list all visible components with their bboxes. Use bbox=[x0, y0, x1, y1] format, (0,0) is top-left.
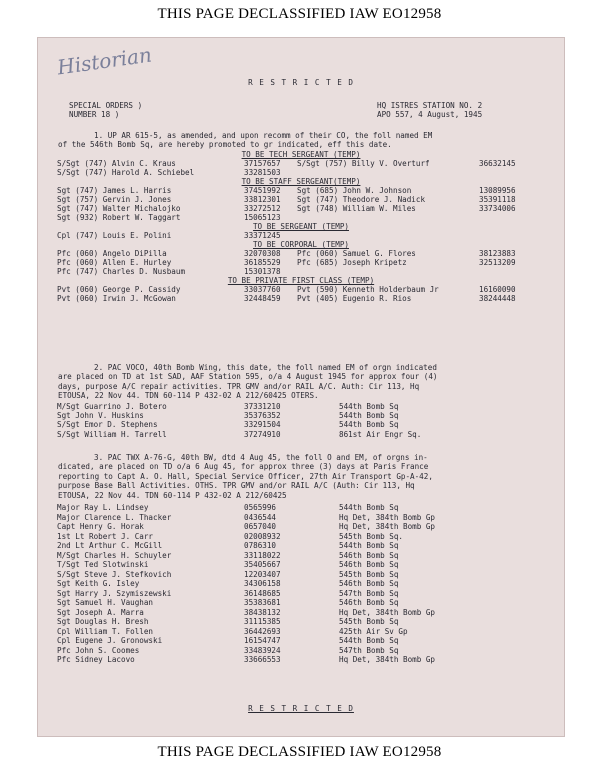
soldier-name: Pvt (405) Eugenio R. Rios bbox=[297, 294, 412, 303]
para2-line: are placed on TD at 1st SAD, AAF Station 595, o/a 4 August 1945 for approx four (4) bbox=[58, 372, 438, 382]
order-number-label: NUMBER 18 ) bbox=[69, 110, 120, 119]
unit-name: Hq Det, 384th Bomb Gp bbox=[339, 607, 436, 617]
serial-number: 33734006 bbox=[479, 204, 516, 213]
soldier-name: Sgt (932) Robert W. Taggart bbox=[57, 213, 181, 222]
section-heading: TO BE TECH SERGEANT (TEMP) bbox=[241, 150, 361, 159]
soldier-name: Sgt Harry J. Szymiszewski bbox=[57, 588, 172, 598]
roster-row bbox=[37, 430, 565, 439]
serial-number: 33371245 bbox=[244, 231, 281, 240]
unit-name: 546th Bomb Sq bbox=[339, 579, 399, 588]
para1-line1: 1. UP AR 615-5, as amended, and upon recomm of their CO, the foll named EM bbox=[94, 131, 433, 140]
soldier-name: S/Sgt (757) Billy V. Overturf bbox=[297, 159, 430, 168]
serial-number: 33272512 bbox=[244, 204, 281, 213]
roster-row bbox=[37, 411, 565, 420]
unit-name: Hq Det, 384th Bomb Gp bbox=[339, 522, 436, 531]
soldier-name: Pfc (747) Charles D. Nusbaum bbox=[57, 267, 186, 276]
handwritten-note: Historian bbox=[55, 42, 154, 80]
soldier-name: Sgt Keith G. Isley bbox=[57, 579, 140, 588]
declassified-banner-top: THIS PAGE DECLASSIFIED IAW EO12958 bbox=[157, 6, 442, 22]
unit-name: 544th Bomb Sq bbox=[339, 402, 399, 411]
unit-name: Hq Det, 384th Bomb Gp bbox=[339, 655, 436, 664]
unit-name: 547th Bomb Sq bbox=[339, 588, 399, 598]
soldier-name: 1st Lt Robert J. Carr bbox=[57, 531, 154, 541]
soldier-name: Cpl Eugene J. Gronowski bbox=[57, 636, 163, 645]
para3-line: 3. PAC TWX A-76-G, 40th BW, dtd 4 Aug 45, the foll O and EM, of orgns in- bbox=[94, 453, 428, 462]
serial-number: 35405667 bbox=[244, 560, 281, 569]
para2-line: ETOUSA, 22 Nov 44. TDN 60-114 P 432-02 A 212/60425 OTERS. bbox=[58, 391, 319, 401]
serial-number: 33281503 bbox=[244, 168, 281, 177]
promotion-row bbox=[37, 195, 565, 204]
soldier-name: Sgt Joseph A. Marra bbox=[57, 607, 144, 617]
unit-name: Hq Det, 384th Bomb Gp bbox=[339, 512, 436, 522]
unit-name: 545th Bomb Sq. bbox=[339, 531, 404, 541]
promotion-row bbox=[37, 267, 565, 276]
soldier-name: Pfc (060) Samuel G. Flores bbox=[297, 249, 416, 258]
soldier-name: S/Sgt Steve J. Stefkovich bbox=[57, 569, 172, 579]
roster-row bbox=[37, 579, 565, 588]
roster-row bbox=[37, 627, 565, 636]
apo-date-label: APO 557, 4 August, 1945 bbox=[377, 110, 483, 119]
document-page bbox=[37, 37, 565, 737]
roster-row bbox=[37, 420, 565, 429]
promotion-row bbox=[37, 159, 565, 168]
promotion-row bbox=[37, 294, 565, 303]
para3-line: ETOUSA, 22 Nov 44. TDN 60-114 P 432-02 A 212/60425 bbox=[58, 490, 287, 500]
serial-number: 0565996 bbox=[244, 503, 277, 512]
serial-number: 37451992 bbox=[244, 186, 281, 195]
unit-name: 544th Bomb Sq bbox=[339, 503, 399, 512]
roster-row bbox=[37, 598, 565, 607]
serial-number: 32070308 bbox=[244, 249, 281, 258]
para3-line: dicated, are placed on TD o/a 6 Aug 45, for approx three (3) days at Paris France bbox=[58, 462, 429, 472]
serial-number: 15301378 bbox=[244, 267, 281, 276]
serial-number: 35376352 bbox=[244, 411, 281, 421]
soldier-name: Pfc John S. Coomes bbox=[57, 645, 140, 655]
serial-number: 0786310 bbox=[244, 541, 277, 550]
unit-name: 544th Bomb Sq bbox=[339, 411, 399, 421]
promotion-row bbox=[37, 231, 565, 240]
serial-number: 37157657 bbox=[244, 159, 281, 168]
serial-number: 0436544 bbox=[244, 512, 277, 522]
section-heading: TO BE PRIVATE FIRST CLASS (TEMP) bbox=[227, 276, 375, 285]
soldier-name: Pfc (685) Joseph Kripetz bbox=[297, 258, 407, 267]
serial-number: 33666553 bbox=[244, 655, 281, 664]
para3-line: purpose Base Ball Activities. OTHS. TPR GMV and/or RAIL A/C (Auth: Cir 113, Hq bbox=[58, 481, 415, 491]
soldier-name: S/Sgt (747) Harold A. Schiebel bbox=[57, 168, 195, 177]
unit-name: 547th Bomb Sq bbox=[339, 645, 399, 655]
serial-number: 35383681 bbox=[244, 598, 281, 607]
serial-number: 38438132 bbox=[244, 607, 281, 617]
roster-row bbox=[37, 402, 565, 411]
serial-number: 0657040 bbox=[244, 522, 277, 531]
roster-row bbox=[37, 617, 565, 626]
unit-name: 544th Bomb Sq bbox=[339, 420, 399, 430]
hq-station-label: HQ ISTRES STATION NO. 2 bbox=[377, 101, 483, 110]
classification-top: R E S T R I C T E D bbox=[248, 78, 354, 87]
soldier-name: Cpl William T. Follen bbox=[57, 626, 154, 636]
soldier-name: Cpl (747) Louis E. Polini bbox=[57, 231, 172, 240]
serial-number: 32513209 bbox=[479, 258, 516, 267]
serial-number: 12203407 bbox=[244, 569, 281, 579]
promotion-row bbox=[37, 213, 565, 222]
roster-row bbox=[37, 541, 565, 550]
roster-row bbox=[37, 503, 565, 512]
serial-number: 37274910 bbox=[244, 429, 281, 439]
serial-number: 13089956 bbox=[479, 186, 516, 195]
soldier-name: S/Sgt William H. Tarrell bbox=[57, 429, 167, 439]
serial-number: 16160090 bbox=[479, 285, 516, 294]
soldier-name: M/Sgt Guarrino J. Botero bbox=[57, 402, 167, 411]
soldier-name: Sgt (747) James L. Harris bbox=[57, 186, 172, 195]
roster-row bbox=[37, 589, 565, 598]
roster-row bbox=[37, 560, 565, 569]
serial-number: 33812301 bbox=[244, 195, 281, 204]
unit-name: 861st Air Engr Sq. bbox=[339, 429, 422, 439]
soldier-name: T/Sgt Ted Slotwinski bbox=[57, 560, 149, 569]
unit-name: 544th Bomb Sq bbox=[339, 636, 399, 645]
soldier-name: Major Clarence L. Thacker bbox=[57, 512, 172, 522]
roster-row bbox=[37, 570, 565, 579]
serial-number: 34306158 bbox=[244, 579, 281, 588]
serial-number: 38244448 bbox=[479, 294, 516, 303]
unit-name: 425th Air Sv Gp bbox=[339, 626, 408, 636]
section-heading: TO BE STAFF SERGEANT(TEMP) bbox=[241, 177, 361, 186]
promotion-row bbox=[37, 258, 565, 267]
promotion-row bbox=[37, 285, 565, 294]
serial-number: 36442693 bbox=[244, 626, 281, 636]
roster-row bbox=[37, 608, 565, 617]
para1-line2: of the 546th Bomb Sq, are hereby promoted to gr indicated, eff this date. bbox=[58, 140, 392, 149]
soldier-name: Pvt (060) Irwin J. McGowan bbox=[57, 294, 176, 303]
promotion-row bbox=[37, 168, 565, 177]
soldier-name: S/Sgt (747) Alvin C. Kraus bbox=[57, 159, 176, 168]
soldier-name: Sgt (685) John W. Johnson bbox=[297, 186, 412, 195]
roster-row bbox=[37, 532, 565, 541]
soldier-name: Sgt (748) William W. Miles bbox=[297, 204, 416, 213]
section-heading: TO BE SERGEANT (TEMP) bbox=[252, 222, 349, 231]
soldier-name: S/Sgt Emor D. Stephens bbox=[57, 420, 158, 430]
soldier-name: M/Sgt Charles H. Schuyler bbox=[57, 550, 172, 560]
roster-row bbox=[37, 636, 565, 645]
serial-number: 36185529 bbox=[244, 258, 281, 267]
serial-number: 16154747 bbox=[244, 636, 281, 645]
promotion-row bbox=[37, 204, 565, 213]
promotion-row bbox=[37, 249, 565, 258]
soldier-name: Capt Henry G. Horak bbox=[57, 522, 144, 531]
soldier-name: Major Ray L. Lindsey bbox=[57, 503, 149, 512]
unit-name: 546th Bomb Sq bbox=[339, 598, 399, 607]
promotion-row bbox=[37, 186, 565, 195]
unit-name: 545th Bomb Sq bbox=[339, 617, 399, 626]
section-heading: TO BE CORPORAL (TEMP) bbox=[252, 240, 349, 249]
roster-row bbox=[37, 655, 565, 664]
roster-row bbox=[37, 646, 565, 655]
unit-name: 545th Bomb Sq bbox=[339, 569, 399, 579]
soldier-name: Pfc (060) Allen E. Hurley bbox=[57, 258, 172, 267]
serial-number: 35391118 bbox=[479, 195, 516, 204]
serial-number: 36148685 bbox=[244, 588, 281, 598]
serial-number: 31115385 bbox=[244, 617, 281, 626]
unit-name: 546th Bomb Sq bbox=[339, 560, 399, 569]
para2-line: 2. PAC VOCO, 40th Bomb Wing, this date, the foll named EM of orgn indicated bbox=[94, 363, 437, 372]
para2-line: days, purpose A/C repair activities. TPR GMV and/or RAIL A/C. Auth: Cir 113, Hq bbox=[58, 381, 420, 391]
serial-number: 33483924 bbox=[244, 645, 281, 655]
classification-bottom: R E S T R I C T E D bbox=[248, 704, 354, 713]
soldier-name: Sgt Samuel H. Vaughan bbox=[57, 598, 154, 607]
soldier-name: Pvt (590) Kenneth Holderbaum Jr bbox=[297, 285, 439, 294]
serial-number: 38123883 bbox=[479, 249, 516, 258]
soldier-name: Pvt (060) George P. Cassidy bbox=[57, 285, 181, 294]
declassified-banner-bottom: THIS PAGE DECLASSIFIED IAW EO12958 bbox=[157, 744, 442, 760]
serial-number: 33037760 bbox=[244, 285, 281, 294]
unit-name: 544th Bomb Sq bbox=[339, 541, 399, 550]
roster-row bbox=[37, 551, 565, 560]
serial-number: 36632145 bbox=[479, 159, 516, 168]
soldier-name: Sgt John V. Huskins bbox=[57, 411, 144, 421]
soldier-name: Pfc Sidney Lacovo bbox=[57, 655, 135, 664]
para3-line: reporting to Capt A. O. Hall, Special Service Officer, 27th Air Transport Gp-A-42, bbox=[58, 471, 433, 481]
soldier-name: Sgt (747) Theodore J. Nadick bbox=[297, 195, 426, 204]
soldier-name: 2nd Lt Arthur C. McGill bbox=[57, 541, 163, 550]
serial-number: 37331210 bbox=[244, 402, 281, 411]
serial-number: 33291504 bbox=[244, 420, 281, 430]
serial-number: 32448459 bbox=[244, 294, 281, 303]
unit-name: 546th Bomb Sq bbox=[339, 550, 399, 560]
special-orders-label: SPECIAL ORDERS ) bbox=[69, 101, 143, 110]
roster-row bbox=[37, 513, 565, 522]
roster-row bbox=[37, 522, 565, 531]
serial-number: 02008932 bbox=[244, 531, 281, 541]
soldier-name: Sgt (747) Walter Michalojko bbox=[57, 204, 181, 213]
soldier-name: Pfc (060) Angelo DiPilla bbox=[57, 249, 167, 258]
serial-number: 33118022 bbox=[244, 550, 281, 560]
soldier-name: Sgt Douglas H. Bresh bbox=[57, 617, 149, 626]
serial-number: 15065123 bbox=[244, 213, 281, 222]
soldier-name: Sgt (757) Gervin J. Jones bbox=[57, 195, 172, 204]
